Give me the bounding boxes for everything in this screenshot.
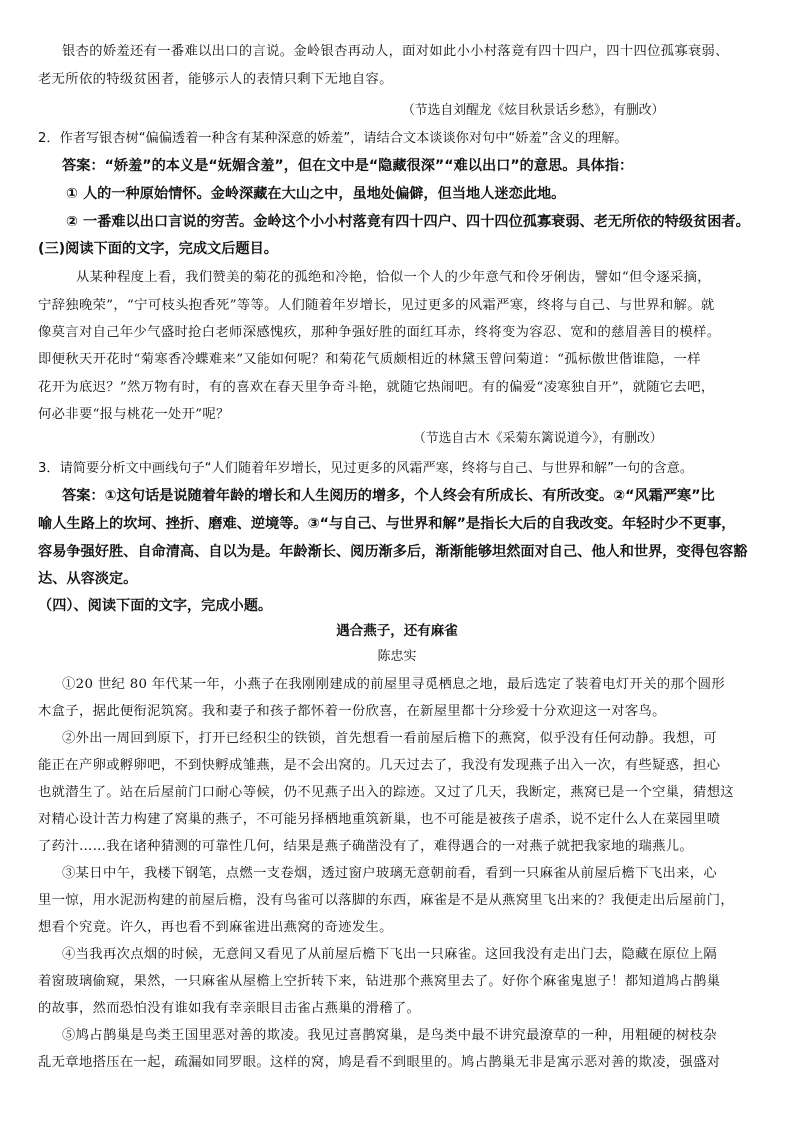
passage1-line: 银杏的娇羞还有一番难以出口的言说。金岭银杏再动人，面对如此小小村落竟有四十四户，四十四位孤寡衰弱、 [62, 44, 729, 59]
article-line: 的故事，然而恐怕没有谁如我有幸亲眼目击雀占燕巢的滑稽了。 [38, 1001, 421, 1016]
article-line: ②外出一周回到原下，打开已经积尘的铁锁，首先想看一看前屋后檐下的燕窝，似乎没有任何动静。我想，可 [62, 731, 718, 746]
answer-3-line: 答案：①这句话是说随着年龄的增长和人生阅历的增多，个人终会有所成长、有所改变。②“风霜严寒”比 [62, 488, 715, 504]
section-3-heading: (三)阅读下面的文字，完成文后题目。 [38, 241, 278, 257]
article-line: 能正在产卵或孵卵吧，不到快孵成雏燕，是不会出窝的。几天过去了，我没有发现燕子出入一次，有些疑惑，担心 [38, 758, 721, 773]
article-line: ①20 世纪 80 年代某一年，小燕子在我刚刚建成的前屋里寻觅栖息之地，最后选定了装着电灯开关的那个圆形 [62, 677, 726, 692]
question-2: 2．作者写银杏树“偏偏透着一种含有某种深意的娇羞”，请结合文本谈谈你对句中“娇羞”含义的理解。 [38, 131, 628, 146]
passage3-source: （节选自古木《采菊东篱说道今》，有删改） [413, 431, 663, 446]
answer-3-line: 喻人生路上的坎坷、挫折、磨难、逆境等。③“与自己、与世界和解”是指长大后的自我改变。年轻时少不更事， [38, 516, 736, 532]
article-line: 想看个究竟。许久，再也看不到麻雀进出燕窝的奇迹发生。 [38, 920, 393, 935]
passage3-line: 何必非要“报与桃花一处开”呢？ [38, 407, 230, 422]
article-line: 对精心设计苦力构建了窝巢的燕子，不可能另择栖地重筑新巢，也不可能是被孩子虐杀，说不定什么人在菜园里喷 [38, 812, 721, 827]
article-title: 遇合燕子，还有麻雀 [336, 623, 458, 639]
answer-3-line: 容易争强好胜、自命清高、自以为是。年龄渐长、阅历渐多后，渐渐能够坦然面对自己、他人和世界，变得包容豁 [38, 544, 748, 560]
passage3-line: 从某种程度上看，我们赞美的菊花的孤绝和冷艳，恰似一个人的少年意气和伶牙俐齿，譬如“但令逐采摘， [76, 270, 711, 285]
article-line: ④当我再次点烟的时候，无意间又看见了从前屋后檐下飞出一只麻雀。这回我没有走出门去，隐藏在原位上隔 [62, 947, 718, 962]
passage3-line: 花开为底迟？”然万物有时，有的喜欢在春天里争奇斗艳，就随它热闹吧。有的偏爱“凌寒独自开”，就随它去吧， [38, 380, 715, 395]
passage1-line: 老无所依的特级贫困者，能够示人的表情只剩下无地自容。 [38, 72, 393, 87]
article-line: 木盒子，据此便衔泥筑窝。我和妻子和孩子都怀着一份欣喜，在新屋里都十分珍爱十分欢迎这一对客鸟。 [38, 704, 666, 719]
article-line: ⑤鸠占鹊巢是鸟类王国里恶对善的欺凌。我见过喜鹊窝巢，是鸟类中最不讲究最潦草的一种，用粗硬的树枝杂 [62, 1028, 718, 1043]
article-author: 陈忠实 [377, 649, 417, 664]
passage1-source: （节选自刘醒龙《炫目秋景话乡愁》，有删改） [402, 103, 665, 118]
article-line: 也就潜生了。站在后屋前门口耐心等候，仍不见燕子出入的踪迹。又过了几天，我断定，燕窝已是一个空巢，猜想这 [38, 785, 734, 800]
passage3-line: 像莫言对自己年少气盛时抢白老师深感愧疚，那种争强好胜的面红耳赤，终将变为容忍、宽和的慈眉善目的模样。 [38, 325, 721, 340]
answer-2-line: ② 一番难以出口言说的穷苦。金岭这个小小村落竟有四十四户、四十四位孤寡衰弱、老无所依的特级贫困者。 [66, 214, 750, 230]
article-line: 里一惊，用水泥沥构建的前屋后檐，没有鸟雀可以落脚的东西，麻雀是不是从燕窝里飞出来的？我便走出后屋前门， [38, 893, 734, 908]
article-line: ③某日中午，我楼下钢笔，点燃一支卷烟，透过窗户玻璃无意朝前看，看到一只麻雀从前屋后檐下飞出来，心 [62, 866, 718, 881]
article-line: 了药汁……我在诸种猜测的可靠性几何，结果是燕子确凿没有了，难得遇合的一对燕子就把我家地的瑞燕儿。 [38, 839, 694, 854]
answer-2-line: 答案：“娇羞”的本义是“妩媚含羞”，但在文中是“隐藏很深”“难以出口”的意思。具体指： [62, 158, 634, 174]
passage3-line: 宁辞独晚荣”，“宁可枝头抱香死”等等。人们随着年岁增长，见过更多的风霜严寒，终将与自己、与世界和解。就 [38, 298, 715, 313]
answer-3-line: 达、从容淡定。 [38, 571, 138, 587]
passage3-line: 即便秋天开花时“菊寒香冷蝶难来”又能如何呢？和菊花气质颇相近的林黛玉曾问菊道：“孤标傲世偕谁隐，一样 [38, 352, 701, 367]
answer-2-line: ① 人的一种原始情怀。金岭深藏在大山之中，虽地处偏僻，但当地人迷恋此地。 [66, 186, 566, 202]
article-line: 乱无章地搭压在一起，疏漏如同罗眼。这样的窝，鸠是看不到眼里的。鸠占鹊巢无非是寓示恶对善的欺凌，强盛对 [38, 1055, 721, 1070]
section-4-heading: （四）、阅读下面的文字，完成小题。 [38, 598, 273, 614]
question-3: 3．请简要分析文中画线句子“人们随着年岁增长，见过更多的风霜严寒，终将与自己、与世界和解”一句的含意。 [38, 461, 694, 476]
article-line: 着窗玻璃偷窥，果然，一只麻雀从屋檐上空折转下来，钻进那个燕窝里去了。好你个麻雀鬼崽子！都知道鸠占鹊巢 [38, 974, 721, 989]
